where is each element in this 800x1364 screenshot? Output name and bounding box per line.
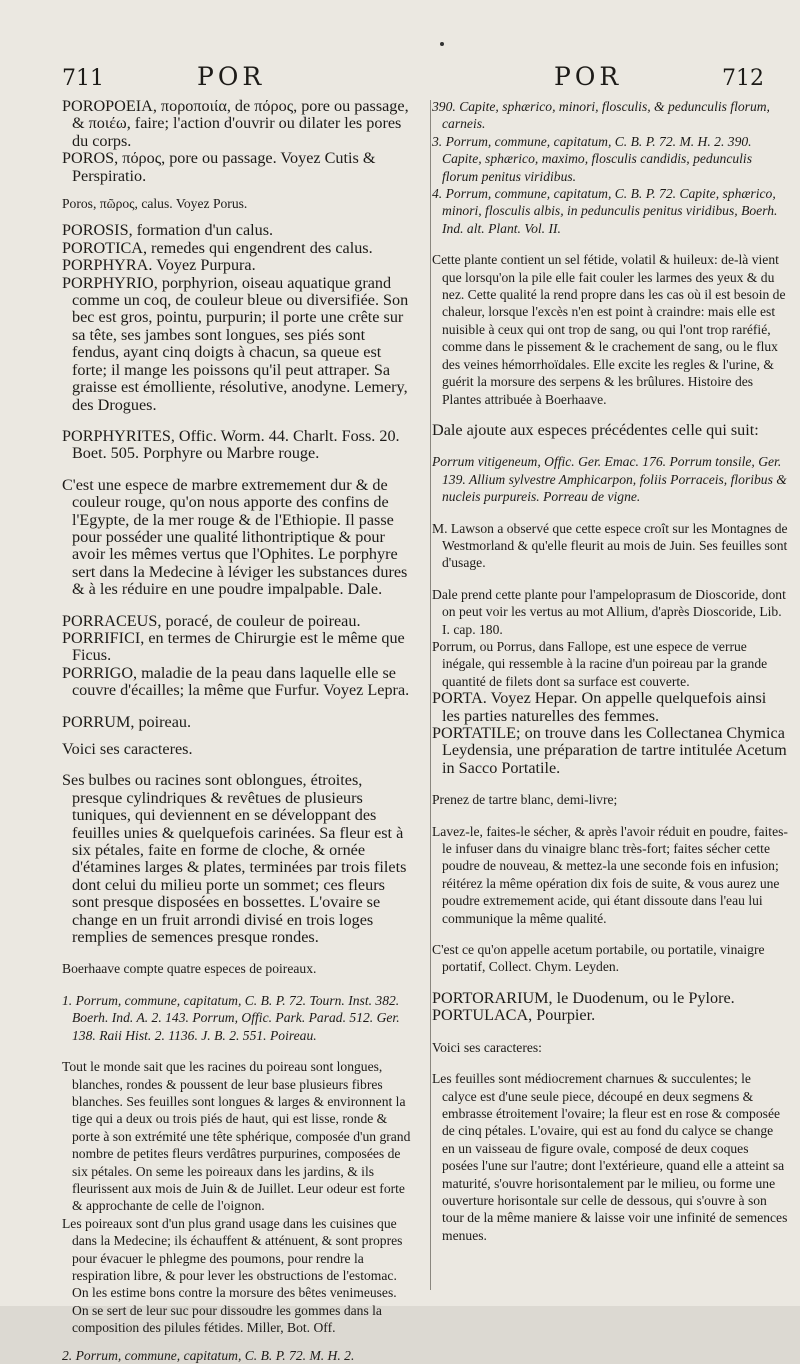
entry-porrum: PORRUM, poireau.	[62, 712, 192, 731]
left-column	[62, 98, 412, 1364]
portulaca-characters-heading: Voici ses caracteres:	[432, 1039, 542, 1055]
entry-porosis: POROSIS, formation d'un calus.	[62, 221, 274, 240]
porrum-vitigeneum: Porrum vitigeneum, Offic. Ger. Emac. 176. Porrum tonsile, Ger. 139. Allium sylvestre Amphicarpon, foliis Porraceis, floribus & nucleis purpureis. Porreau de vigne.	[432, 454, 787, 505]
portulaca-description: Les feuilles sont médiocrement charnues & succulentes; le calyce est d'une seule piece, découpé en deux segmens & embrasse étroitement l'ovaire; la fleur est en rose & composée de cinq pétales. L'ovaire, qui est au fond du calyce se change en un vaisseau de figure ovale, composé de deux coques posées l'une sur l'autre; dont l'extérieure, quand elle a atteint sa maturité, s'ouvre horisontalement par le milieu, ou forme une ouverture horisontale sur celle de dessous, qui s'ouvre à son tour de la même maniere & laisse voir une infinité de semences menues.	[432, 1071, 788, 1243]
entry-portatile: PORTATILE; on trouve dans les Collectanea Chymica Leydensia, une préparation de tartre intitulée Acetum in Sacco Portatile.	[432, 724, 787, 777]
acetum-portabile: C'est ce qu'on appelle acetum portabile, ou portatile, vinaigre portatif, Collect. Chym. Leyden.	[432, 942, 765, 975]
right-page-number: 712	[722, 66, 764, 91]
entry-porta: PORTA. Voyez Hepar. On appelle quelquefois ainsi les parties naturelles des femmes.	[432, 689, 767, 725]
porrum-description: Ses bulbes ou racines sont oblongues, étroites, presque cylindriques & revêtues de plusieurs tuniques, qui deviennent en se développant des feuilles unies & quelquefois carinées. Sa fleur est à six pétales, faite en forme de cloche, & ornée d'étamines larges & plates, terminées par trois filets dont celui du milieu porte un sommet; ces fleurs sont presque disposées en bossettes. L'ovaire se change en un fruit arrondi divisé en trois loges remplies de semences presque rondes.	[62, 771, 407, 947]
dale-ampeloprasum: Dale prend cette plante pour l'ampeloprasum de Dioscoride, dont on peut voir les vertus au mot Allium, d'après Dioscoride, Lib. I. cap. 180.	[432, 586, 786, 637]
entry-porphyrites: PORPHYRITES, Offic. Worm. 44. Charlt. Foss. 20. Boet. 505. Porphyre ou Marbre rouge.	[62, 426, 400, 463]
porrum-species-1-text: Tout le monde sait que les racines du poireau sont longues, blanches, rondes & poussent de leur base plusieurs fibres blanches. Ses feuilles sont longues & larges & environnent la tige qui a deux ou trois piés de haut, qui est lisse, ronde & porte à son extrémité une tête sphérique, composée d'un grand nombre de petites fleurs verdâtres purpurines, composées de six pétales. On seme les poireaux dans les jardins, & ils fleurissent aux mois de Juin & de Juillet. Leur odeur est forte & approchante de celle de l'oignon.	[62, 1059, 411, 1214]
entry-poros-calus: Poros, πῶρος, calus. Voyez Porus.	[62, 196, 248, 212]
porrum-species-intro: Boerhaave compte quatre especes de poireaux.	[62, 961, 317, 977]
entry-porrigo: PORRIGO, maladie de la peau dans laquelle elle se couvre d'écailles; la même que Furfur. Voyez Lepra.	[62, 663, 410, 700]
right-running-head: POR	[554, 62, 623, 91]
left-page-number: 711	[62, 66, 104, 91]
entry-porotica: POROTICA, remedes qui engendrent des calus.	[62, 238, 373, 257]
porrum-characters-heading: Voici ses caracteres.	[62, 740, 193, 758]
porrum-species-3: 3. Porrum, commune, capitatum, C. B. P. 72. M. H. 2. 390. Capite, sphærico, maximo, flosculis candidis, pedunculis florum penitus viridibus.	[432, 133, 752, 184]
entry-portorarium: PORTORARIUM, le Duodenum, ou le Pylore.	[432, 988, 735, 1007]
ink-dot	[440, 42, 444, 46]
entry-porraceus: PORRACEUS, poracé, de couleur de poireau.	[62, 611, 361, 630]
column-divider	[430, 100, 431, 1290]
entry-poros: POROS, πόρος, pore ou passage. Voyez Cutis & Perspiratio.	[62, 149, 376, 185]
right-column	[432, 98, 788, 1244]
porrum-species-4: 4. Porrum, commune, capitatum, C. B. P. 72. Capite, sphærico, minori, flosculis albis, in pedunculis penitus viridibus, Boerh. Ind. alt. Plant. Vol. II.	[432, 186, 778, 236]
porrum-species-2-cont: 390. Capite, sphærico, minori, flosculis, & pedunculis florum, carneis.	[432, 99, 770, 132]
entry-poropoeia: POROPOEIA, πορoποιία, de πόρος, pore ou passage, & ποιέω, faire; l'action d'ouvrir ou dilater les pores du corps.	[62, 97, 409, 150]
recipe-prenez: Prenez de tartre blanc, demi-livre;	[432, 792, 618, 808]
recipe-procedure: Lavez-le, faites-le sécher, & après l'avoir réduit en poudre, faites-le infuser dans du vinaigre blanc très-fort; faites sécher cette poudre de nouveau, & mettez-la une seconde fois en infusion; réitérez la même opération dix fois de suite, & vous aurez une poudre extremement acide, qui étant dissoute dans l'eau lui communique la même qualité.	[432, 823, 788, 926]
porrum-species-2: 2. Porrum, commune, capitatum, C. B. P. 72. M. H. 2.	[62, 1347, 355, 1363]
lawson-note: M. Lawson a observé que cette espece croît sur les Montagnes de Westmorland & qu'elle fleurit au mois de Juin. Ses feuilles sont d'usage.	[432, 520, 788, 571]
left-running-head: POR	[197, 62, 266, 91]
entry-porphyrio: PORPHYRIO, porphyrion, oiseau aquatique grand comme un coq, de couleur bleue ou diversifiée. Son bec est gros, pointu, purpurin; il porte une crête sur sa tête, ses jambes sont longues, ses piés sont fendus, ayant cinq doigts à chacun, sa queue est forte; il mange les poissons qu'il peut attraper. Sa graisse est émolliente, résolutive, anodyne. Lemery, des Drogues.	[62, 273, 409, 414]
entry-porrus-fallope: Porrum, ou Porrus, dans Fallope, est une espece de verrue inégale, qui ressemble à la racine d'un poireau par la grande quantité de filets dont sa surface est couverte.	[432, 638, 768, 689]
porrum-properties: Cette plante contient un sel fétide, volatil & huileux: de-là vient que lorsqu'on la pile elle fait couler les larmes des yeux & du nez. Cette qualité la rend propre dans les cas où il est besoin de chaleur, lorsque l'excès n'en est point à craindre: mais elle est nuisible à ceux qui ont trop de sang, ou qui l'ont trop raréfié, comme dans le pissement & le crachement de sang, ou le flux des veines hémorrhoïdales. Elle excite les regles & l'urine, & guérit la morsure des serpens & les brûlures. Histoire des Plantes attribuée à Boerhaave.	[432, 252, 786, 407]
porrum-uses: Les poireaux sont d'un plus grand usage dans les cuisines que dans la Medecine; ils échauffent & atténuent, & sont propres pour évacuer le phlegme des poumons, pour rendre la respiration libre, & pour lever les obstructions de l'estomac. On les estime bons contre la morsure des bêtes venimeuses. On se sert de leur suc pour dissoudre les gommes dans la composition des pilules fétides. Miller, Bot. Off.	[62, 1215, 403, 1336]
entry-porrifici: PORRIFICI, en termes de Chirurgie est le même que Ficus.	[62, 628, 405, 665]
dale-intro: Dale ajoute aux especes précédentes celle qui suit:	[432, 420, 759, 439]
entry-porphyra: PORPHYRA. Voyez Purpura.	[62, 256, 256, 275]
porphyrites-description: C'est une espece de marbre extremement dur & de couleur rouge, qu'on nous apporte des confins de l'Egypte, de la mer rouge & de l'Ethiopie. Il passe pour posséder une qualité lithontriptique & pour avoir les mêmes vertus que l'Ophites. Le porphyre sert dans la Medecine à léviger les substances dures & à les réduire en une poudre impalpable. Dale.	[62, 475, 408, 599]
entry-portulaca: PORTULACA, Pourpier.	[432, 1006, 596, 1025]
porrum-species-1: 1. Porrum, commune, capitatum, C. B. P. 72. Tourn. Inst. 382. Boerh. Ind. A. 2. 143. Porrum, Offic. Park. Parad. 512. Ger. 138. Raii Hist. 2. 1136. J. B. 2. 551. Poireau.	[62, 992, 400, 1043]
